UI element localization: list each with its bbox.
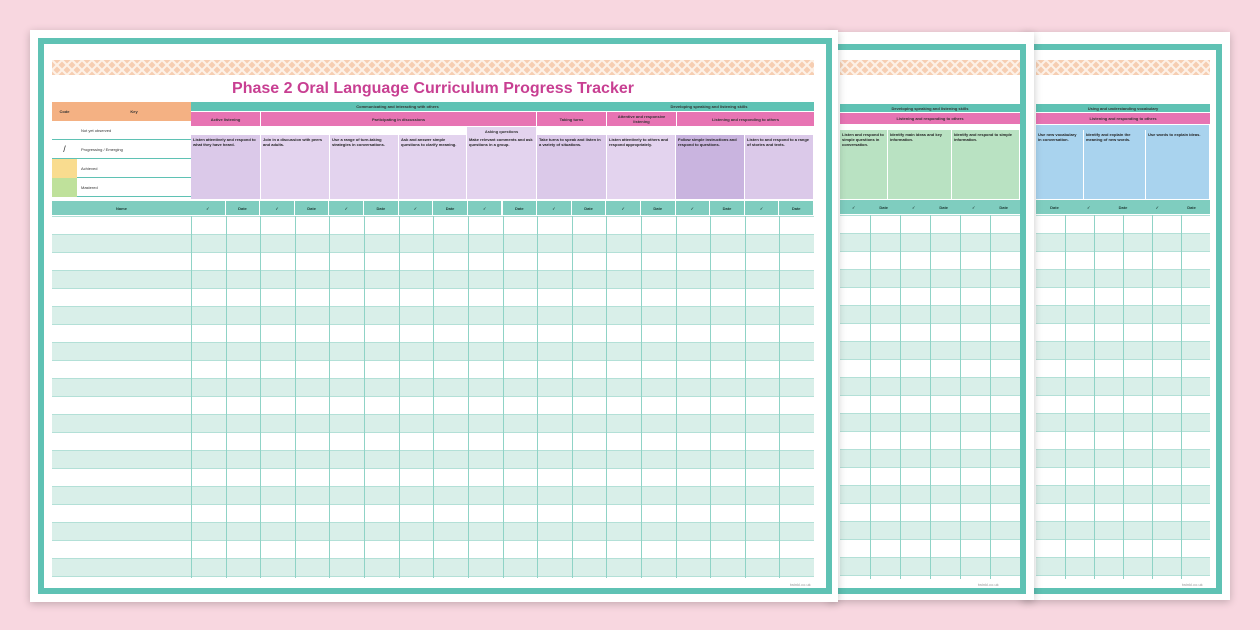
key-swatch-achieved bbox=[52, 159, 77, 178]
subheading-taking-turns: Taking turns bbox=[537, 112, 606, 126]
key-label: Achieved bbox=[81, 165, 98, 171]
date-header: Date bbox=[226, 201, 260, 215]
tick-header: ✓ bbox=[537, 201, 571, 215]
subheading: Listening and responding to others bbox=[840, 113, 1020, 124]
subheading-attentive-listening: Attentive and responsive listening bbox=[607, 112, 676, 126]
date-header: Date bbox=[503, 201, 537, 215]
subheading: Listening and responding to others bbox=[1036, 113, 1210, 124]
date-header: Date bbox=[433, 201, 467, 215]
date-header: Date bbox=[779, 201, 813, 215]
objective-cell: Use new vocabulary in conversation. bbox=[1036, 130, 1084, 199]
strand-heading: Communicating and interacting with others bbox=[191, 102, 604, 111]
date-header: Date bbox=[572, 201, 606, 215]
column-divider bbox=[1181, 215, 1182, 579]
key-label: Progressing / Emerging bbox=[81, 146, 123, 152]
key-label: Mastered bbox=[81, 184, 98, 190]
column-divider bbox=[468, 216, 469, 578]
tick-header: ✓ bbox=[1155, 204, 1159, 210]
subheading-active-listening: Active listening bbox=[191, 112, 260, 126]
strand-heading: Developing speaking and listening skills bbox=[840, 104, 1020, 112]
strand-heading: Using and understanding vocabulary bbox=[1036, 104, 1210, 112]
column-divider bbox=[572, 216, 573, 578]
tick-header: ✓ bbox=[329, 201, 363, 215]
column-divider bbox=[606, 216, 607, 578]
subheading-participating: Participating in discussions bbox=[261, 112, 536, 126]
subheading-listening-responding: Listening and responding to others bbox=[677, 112, 814, 126]
column-divider bbox=[779, 216, 780, 578]
key-code: / bbox=[63, 144, 66, 154]
column-divider bbox=[226, 216, 227, 578]
tracking-grid bbox=[1036, 215, 1210, 579]
tick-header: ✓ bbox=[676, 201, 710, 215]
back-sheet-3 bbox=[1022, 32, 1230, 600]
date-header: Date bbox=[999, 204, 1008, 210]
objective-cell: Follow simple instructions and respond to questions. bbox=[676, 135, 745, 199]
tick-header: ✓ bbox=[1087, 204, 1091, 210]
watermark: twinkl.co.uk bbox=[790, 582, 811, 587]
tick-header: ✓ bbox=[606, 201, 640, 215]
date-header: Date bbox=[710, 201, 744, 215]
decorative-border-pattern bbox=[840, 60, 1020, 75]
key-label: Not yet observed bbox=[81, 127, 112, 133]
column-divider bbox=[329, 216, 330, 578]
column-divider bbox=[870, 215, 871, 579]
key-swatch-mastered bbox=[52, 178, 77, 197]
column-divider bbox=[1123, 215, 1124, 579]
column-divider bbox=[710, 216, 711, 578]
date-header: Date bbox=[1050, 204, 1059, 210]
column-divider bbox=[1065, 215, 1066, 579]
column-divider bbox=[960, 215, 961, 579]
objective-cell: Listen and respond to simple questions in conversation. bbox=[840, 130, 888, 199]
tick-header: ✓ bbox=[191, 201, 225, 215]
column-divider bbox=[990, 215, 991, 579]
key-row-progressing bbox=[52, 140, 191, 159]
name-column-header: Name bbox=[52, 201, 191, 215]
column-divider bbox=[1152, 215, 1153, 579]
key-code-header: Code bbox=[52, 102, 77, 121]
tick-header: ✓ bbox=[851, 204, 856, 210]
objective-cell: Identify and respond to simple information. bbox=[952, 130, 1020, 199]
key-row-achieved bbox=[77, 159, 191, 178]
objective-cell: Identify and explain the meaning of new words. bbox=[1084, 130, 1146, 199]
group-label: Asking questions bbox=[467, 127, 536, 135]
tracking-grid bbox=[52, 216, 814, 578]
tracking-grid bbox=[840, 215, 1020, 579]
column-header-row bbox=[840, 200, 1020, 214]
tick-header: ✓ bbox=[399, 201, 433, 215]
watermark: twinkl.co.uk bbox=[978, 582, 999, 587]
objective-cell: Take turns to speak and listen in a variety of situations. bbox=[537, 135, 607, 199]
column-divider bbox=[295, 216, 296, 578]
date-header: Date bbox=[364, 201, 398, 215]
column-divider bbox=[260, 216, 261, 578]
column-divider bbox=[191, 216, 192, 578]
objective-cell: Use words to explain ideas. bbox=[1146, 130, 1210, 199]
date-header: Date bbox=[1187, 204, 1196, 210]
objective-cell: Listen to and respond to a range of stories and texts. bbox=[745, 135, 814, 199]
date-header: Date bbox=[879, 204, 888, 210]
date-header: Date bbox=[641, 201, 675, 215]
date-header: Date bbox=[1118, 204, 1128, 210]
column-divider bbox=[537, 216, 538, 578]
column-divider bbox=[1094, 215, 1095, 579]
objective-cell: Listen attentively and respond to what they have heard. bbox=[191, 135, 261, 199]
objective-cell: Make relevant comments and ask questions in a group. bbox=[467, 135, 537, 199]
tick-header: ✓ bbox=[468, 201, 502, 215]
column-divider bbox=[676, 216, 677, 578]
column-divider bbox=[399, 216, 400, 578]
objective-cell: Join in a discussion with peers and adults. bbox=[261, 135, 330, 199]
tick-header: ✓ bbox=[745, 201, 779, 215]
objective-cell: Use a range of turn-taking strategies in conversations. bbox=[330, 135, 399, 199]
watermark: twinkl.co.uk bbox=[1182, 582, 1203, 587]
page-title: Phase 2 Oral Language Curriculum Progress Tracker bbox=[232, 80, 634, 97]
column-divider bbox=[433, 216, 434, 578]
column-header-row bbox=[1036, 200, 1210, 214]
tick-header: ✓ bbox=[971, 204, 976, 210]
date-header: Date bbox=[939, 204, 948, 210]
key-row-mastered bbox=[77, 178, 191, 197]
decorative-border-pattern bbox=[52, 60, 814, 75]
objective-cell: Ask and answer simple questions to clarify meaning. bbox=[399, 135, 467, 199]
objective-cell: Listen attentively to others and respond appropriately. bbox=[607, 135, 676, 199]
column-divider bbox=[364, 216, 365, 578]
column-divider bbox=[641, 216, 642, 578]
date-header: Date bbox=[295, 201, 329, 215]
decorative-border-pattern bbox=[1036, 60, 1210, 75]
tick-header: ✓ bbox=[911, 204, 916, 210]
key-header: Key bbox=[77, 102, 191, 121]
key-row-not-observed bbox=[52, 121, 191, 140]
tick-header: ✓ bbox=[260, 201, 294, 215]
back-sheet-2 bbox=[828, 32, 1034, 600]
column-divider bbox=[930, 215, 931, 579]
column-divider bbox=[900, 215, 901, 579]
strand-heading: Developing speaking and listening skills bbox=[604, 102, 814, 111]
column-divider bbox=[745, 216, 746, 578]
column-divider bbox=[503, 216, 504, 578]
objective-cell: Identify main ideas and key information. bbox=[888, 130, 952, 199]
